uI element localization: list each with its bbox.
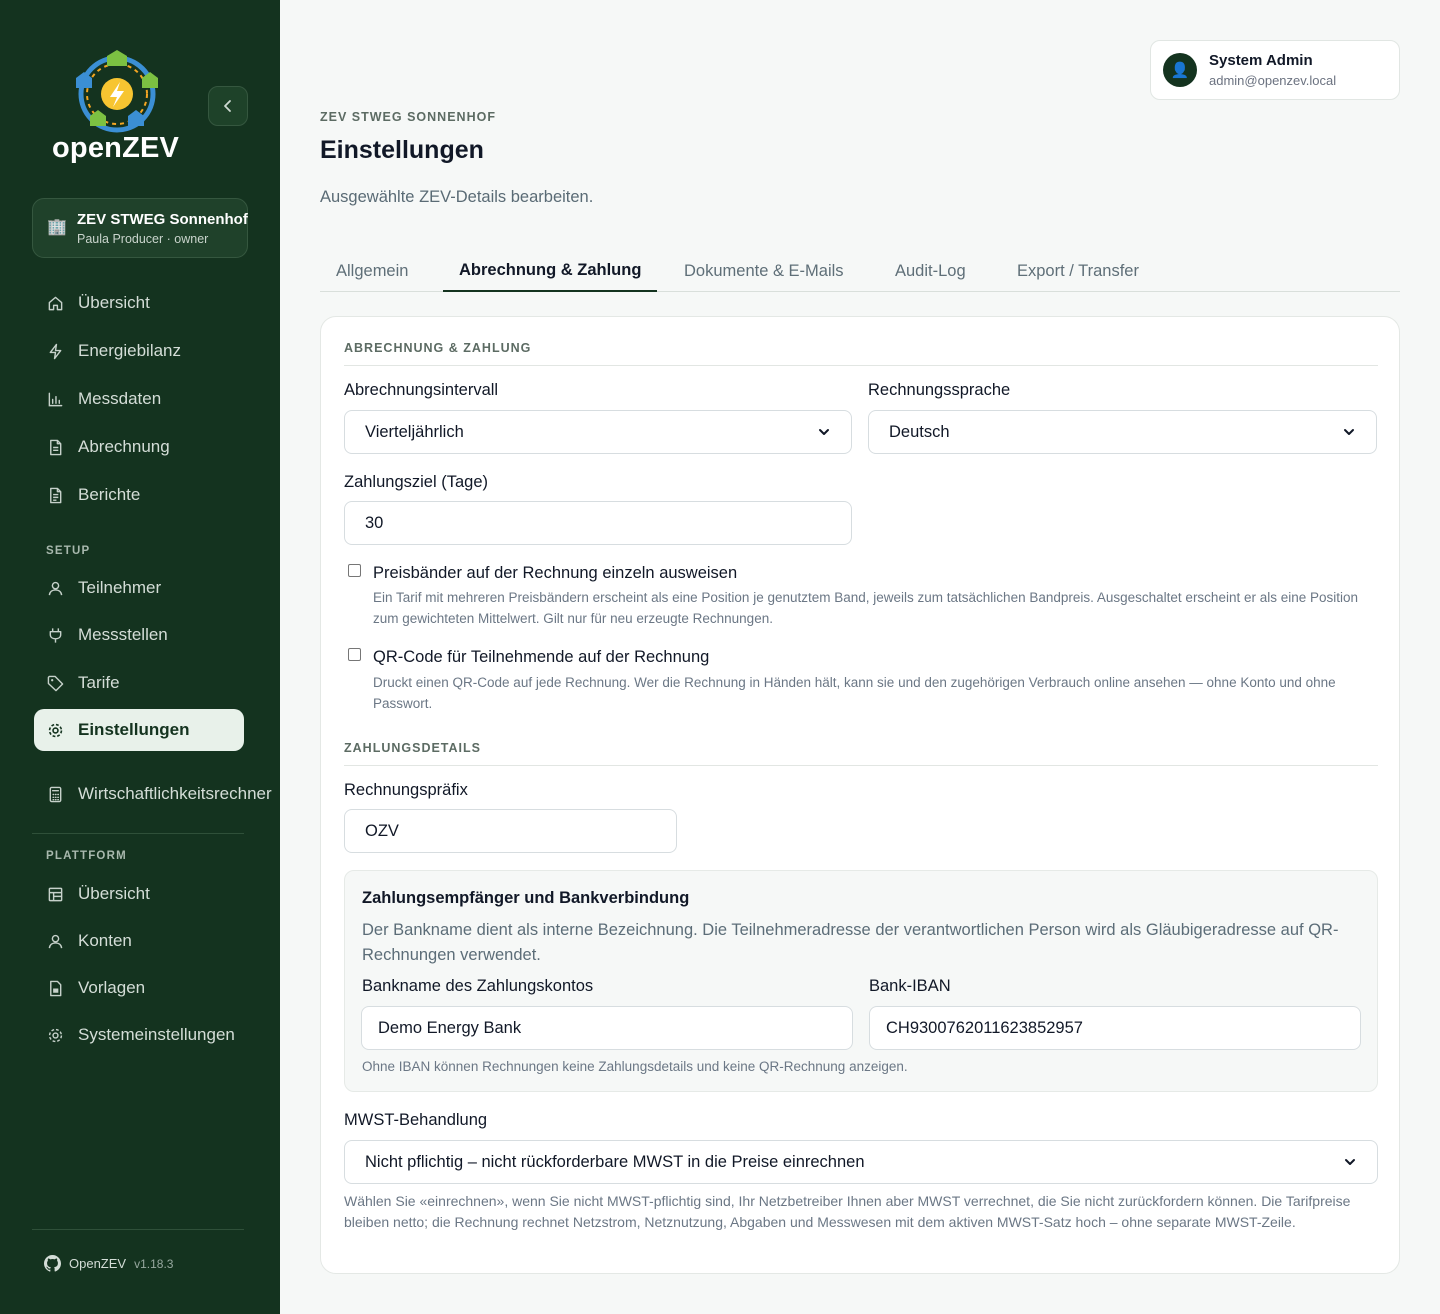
user-icon	[46, 932, 64, 950]
vat-value: Nicht pflichtig – nicht rückforderbare MWST in die Preise einrechnen	[365, 1152, 865, 1171]
bank-name-input[interactable]	[361, 1006, 853, 1050]
nav-label: Übersicht	[78, 884, 150, 903]
nav-item-wirtschaftlichkeit[interactable]	[34, 773, 272, 815]
github-icon	[44, 1255, 61, 1272]
billing-section-title: ABRECHNUNG & ZAHLUNG	[344, 341, 532, 355]
logo-text: openZEV	[52, 132, 180, 164]
nav-label: Berichte	[78, 485, 141, 504]
footer-name: OpenZEV	[69, 1256, 127, 1271]
nav-label: Abrechnung	[78, 437, 170, 456]
page-subtitle: Ausgewählte ZEV-Details bearbeiten.	[320, 188, 594, 206]
nav-label: Teilnehmer	[78, 578, 162, 597]
tab-export-transfer[interactable]: Export / Transfer	[1017, 261, 1139, 280]
user-email: admin@openzev.local	[1209, 73, 1337, 88]
qr-code-checkbox[interactable]	[348, 648, 361, 661]
tag-icon	[46, 674, 64, 692]
user-name: System Admin	[1209, 52, 1313, 69]
interval-value: Vierteljährlich	[365, 422, 464, 441]
iban-label: Bank-IBAN	[869, 977, 951, 995]
nav-item-vorlagen[interactable]	[34, 967, 244, 1009]
iban-value: CH9300762011623852957	[886, 1018, 1083, 1037]
zev-owner: Paula Producer · owner	[77, 231, 209, 246]
avatar: 👤	[1163, 53, 1197, 87]
prefix-label: Rechnungspräfix	[344, 781, 468, 799]
price-bands-checkbox[interactable]	[348, 564, 361, 577]
nav-label: Tarife	[78, 673, 120, 692]
vat-label: MWST-Behandlung	[344, 1111, 488, 1129]
interval-select[interactable]	[344, 410, 852, 454]
payment-term-value: 30	[365, 513, 384, 532]
dashboard-icon	[46, 885, 64, 903]
nav-item-berichte[interactable]	[34, 474, 244, 516]
nav-item-platform-uebersicht[interactable]	[34, 873, 244, 915]
nav-label: Messstellen	[78, 625, 168, 644]
tab-allgemein[interactable]: Allgemein	[336, 261, 409, 280]
nav-label: Übersicht	[78, 293, 150, 312]
chevron-down-icon	[817, 425, 831, 439]
gear-icon	[46, 1026, 64, 1044]
bank-name-value: Demo Energy Bank	[378, 1018, 522, 1037]
document-icon	[46, 438, 64, 456]
payment-section-title: ZAHLUNGSDETAILS	[344, 741, 481, 755]
language-select[interactable]	[868, 410, 1377, 454]
nav-label: Systemeinstellungen	[78, 1025, 235, 1044]
nav-item-uebersicht[interactable]	[34, 282, 244, 324]
nav-item-abrechnung[interactable]	[34, 426, 244, 468]
bank-box-description: Der Bankname dient als interne Bezeichnung. Die Teilnehmeradresse der verantwortlichen Person wird als Gläubigeradresse auf QR-Rechnungen verwendet.	[362, 921, 1339, 964]
tab-audit-log[interactable]: Audit-Log	[895, 261, 966, 280]
meter-icon	[46, 626, 64, 644]
nav-item-konten[interactable]	[34, 920, 244, 962]
language-label: Rechnungssprache	[868, 381, 1011, 399]
home-icon	[46, 294, 64, 312]
vat-help: Wählen Sie «einrechnen», wenn Sie nicht MWST-pflichtig sind, Ihr Netzbetreiber Ihnen aber MWST verrechnet, die Sie nicht zurückfordern können. Die Tarifpreise bleiben netto; die Rechnung rechnet Netzstrom, Netznutzung, Abgaben und Messwesen mit dem aktiven MWST-Satz hoch – ohne separate MWST-Zeile.	[344, 1193, 1351, 1230]
page-title: Einstellungen	[320, 136, 484, 164]
nav-label: Wirtschaftlichkeitsrechner	[78, 784, 272, 803]
iban-input[interactable]	[869, 1006, 1361, 1050]
payment-term-label: Zahlungsziel (Tage)	[344, 473, 488, 491]
vat-select[interactable]	[344, 1140, 1378, 1184]
chevron-down-icon	[1343, 1155, 1357, 1169]
chevron-down-icon	[1342, 425, 1356, 439]
tab-abrechnung-zahlung[interactable]: Abrechnung & Zahlung	[443, 250, 657, 292]
building-icon: 🏢	[47, 219, 67, 236]
nav-label: Konten	[78, 931, 132, 950]
nav-item-energiebilanz[interactable]	[34, 330, 244, 372]
nav-label: Messdaten	[78, 389, 162, 408]
tab-dokumente-emails[interactable]: Dokumente & E-Mails	[684, 261, 844, 280]
qr-code-help: Druckt einen QR-Code auf jede Rechnung. Wer die Rechnung in Händen hält, kann sie und den zugehörigen Verbrauch online ansehen — ohne Konto und ohne Passwort.	[373, 675, 1336, 711]
nav-item-messstellen[interactable]	[34, 614, 244, 656]
sidebar	[0, 0, 280, 1314]
sidebar-footer-divider	[32, 1229, 244, 1230]
settings-panel	[320, 316, 1400, 1274]
nav-item-teilnehmer[interactable]	[34, 567, 244, 609]
qr-code-label: QR-Code für Teilnehmende auf der Rechnung	[373, 648, 710, 666]
iban-help: Ohne IBAN können Rechnungen keine Zahlungsdetails und keine QR-Rechnung anzeigen.	[362, 1059, 908, 1074]
prefix-input[interactable]	[344, 809, 677, 853]
sidebar-divider	[32, 833, 244, 834]
zev-selector[interactable]	[32, 198, 248, 258]
interval-label: Abrechnungsintervall	[344, 381, 499, 399]
report-icon	[46, 486, 64, 504]
bank-details-box	[344, 870, 1378, 1092]
sidebar-footer[interactable]	[44, 1255, 173, 1272]
nav-item-systemeinstellungen[interactable]	[34, 1014, 244, 1056]
user-icon	[46, 579, 64, 597]
bank-box-title: Zahlungsempfänger und Bankverbindung	[362, 889, 690, 907]
bolt-icon	[46, 342, 64, 360]
nav-item-einstellungen[interactable]	[34, 709, 244, 751]
price-bands-help: Ein Tarif mit mehreren Preisbändern erscheint als eine Position je genutztem Band, jeweils zum tatsächlichen Bandpreis. Ausgeschaltet erscheint er als eine Position zum gewichteten Mittelwert. Gilt nur für neu erzeugte Rechnungen.	[373, 590, 1359, 626]
footer-version: v1.18.3	[134, 1256, 174, 1271]
setup-section-label: SETUP	[46, 545, 91, 557]
section-divider	[344, 765, 1378, 766]
template-icon	[46, 979, 64, 997]
nav-item-tarife[interactable]	[34, 662, 244, 704]
prefix-value: OZV	[365, 821, 399, 840]
nav-label: Einstellungen	[78, 720, 190, 739]
settings-tabs	[320, 250, 1400, 292]
chevron-left-icon	[221, 99, 235, 113]
price-bands-label: Preisbänder auf der Rechnung einzeln ausweisen	[373, 564, 738, 582]
section-divider	[344, 365, 1378, 366]
nav-label: Energiebilanz	[78, 341, 182, 360]
language-value: Deutsch	[889, 422, 950, 441]
nav-item-messdaten[interactable]	[34, 378, 244, 420]
calculator-icon	[46, 785, 64, 803]
zev-name: ZEV STWEG Sonnenhof	[77, 210, 248, 228]
nav-label: Vorlagen	[78, 978, 146, 997]
user-menu[interactable]	[1150, 40, 1400, 100]
breadcrumb: ZEV STWEG SONNENHOF	[320, 110, 496, 124]
bank-name-label: Bankname des Zahlungskontos	[362, 977, 594, 995]
payment-term-input[interactable]	[344, 501, 852, 545]
platform-section-label: PLATTFORM	[46, 850, 127, 862]
collapse-sidebar-button[interactable]	[208, 86, 248, 126]
gear-icon	[46, 721, 64, 739]
bar-chart-icon	[46, 390, 64, 408]
